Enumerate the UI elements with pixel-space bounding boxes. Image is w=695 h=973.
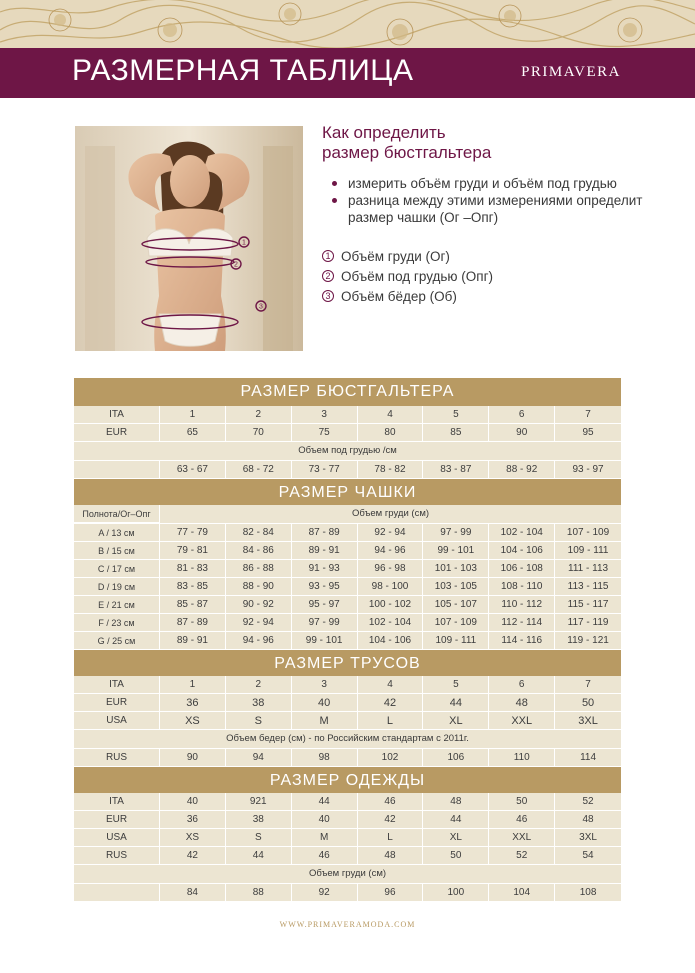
table-cell: 3 (292, 676, 358, 694)
table-cell: 40 (292, 811, 358, 829)
table-row (74, 424, 621, 442)
table-cell: 42 (160, 847, 226, 865)
table-cell: 75 (292, 424, 358, 442)
table-cell: 102 (358, 749, 424, 767)
row-label: B / 15 см (74, 542, 160, 560)
lace-pattern-banner (0, 0, 695, 48)
table-row (74, 461, 621, 479)
table-row (74, 847, 621, 865)
table-cell: 107 - 109 (555, 524, 621, 542)
table-cell: 44 (292, 793, 358, 811)
table-cell: 93 - 97 (555, 461, 621, 479)
table-cell: 99 - 101 (423, 542, 489, 560)
legend-item (322, 246, 662, 266)
table-cell: XS (160, 829, 226, 847)
bullet-text: измерить объём груди и объём под грудью (348, 176, 617, 191)
table-row (74, 829, 621, 847)
table-cell: 6 (489, 406, 555, 424)
table-note-row (74, 730, 621, 749)
table-note-row (74, 442, 621, 461)
table-cell: 95 (555, 424, 621, 442)
number-circle-icon: 3 (322, 290, 334, 302)
table-cell: 93 - 95 (292, 578, 358, 596)
table-row (74, 811, 621, 829)
section-header-briefs-size: РАЗМЕР ТРУСОВ (74, 650, 621, 676)
table-cell: 36 (160, 694, 226, 712)
table-cell: 92 - 94 (226, 614, 292, 632)
table-cell: 90 (160, 749, 226, 767)
row-label: D / 19 см (74, 578, 160, 596)
table-cell: 50 (555, 694, 621, 712)
table-cell: 115 - 117 (555, 596, 621, 614)
table-row (74, 793, 621, 811)
table-cell: 48 (555, 811, 621, 829)
table-cell: 90 - 92 (226, 596, 292, 614)
section-header-cup-size: РАЗМЕР ЧАШКИ (74, 479, 621, 505)
table-cell: 110 - 112 (489, 596, 555, 614)
table-cell: 48 (358, 847, 424, 865)
table-cell: 80 (358, 424, 424, 442)
row-label: ITA (74, 793, 160, 811)
table-cell: 100 (423, 884, 489, 902)
table-cell: 4 (358, 406, 424, 424)
table-cell: 95 - 97 (292, 596, 358, 614)
table-cell: 94 (226, 749, 292, 767)
table-row (74, 542, 621, 560)
table-cell: 3XL (555, 829, 621, 847)
table-cell: S (226, 829, 292, 847)
row-label: USA (74, 712, 160, 730)
table-cell: 97 - 99 (423, 524, 489, 542)
table-cell: 46 (292, 847, 358, 865)
table-cell: 101 - 103 (423, 560, 489, 578)
svg-text:1: 1 (242, 239, 246, 247)
table-cell: 99 - 101 (292, 632, 358, 650)
table-row (74, 578, 621, 596)
row-label: USA (74, 829, 160, 847)
table-cell: 119 - 121 (555, 632, 621, 650)
row-label: EUR (74, 424, 160, 442)
table-cell: XXL (489, 829, 555, 847)
number-circle-icon: 2 (322, 270, 334, 282)
table-cell: 70 (226, 424, 292, 442)
table-cell: 48 (423, 793, 489, 811)
table-cell: 79 - 81 (160, 542, 226, 560)
table-cell: 3 (292, 406, 358, 424)
table-cell: 89 - 91 (292, 542, 358, 560)
table-cell: 38 (226, 811, 292, 829)
table-cell: 6 (489, 676, 555, 694)
table-cell: 87 - 89 (292, 524, 358, 542)
table-cell: 40 (292, 694, 358, 712)
page-title: РАЗМЕРНАЯ ТАБЛИЦА (72, 54, 414, 87)
table-cell: 2 (226, 406, 292, 424)
table-row (74, 884, 621, 902)
table-cell: 5 (423, 676, 489, 694)
table-cell: 98 - 100 (358, 578, 424, 596)
table-cell: XXL (489, 712, 555, 730)
table-cell: 94 - 96 (226, 632, 292, 650)
svg-text:3: 3 (259, 303, 263, 311)
table-cell: 52 (555, 793, 621, 811)
table-cell: 3XL (555, 712, 621, 730)
legend-item (322, 266, 662, 286)
table-cell: 46 (489, 811, 555, 829)
table-cell: 7 (555, 406, 621, 424)
table-cell: 2 (226, 676, 292, 694)
table-cell: 88 - 92 (489, 461, 555, 479)
table-cell: XL (423, 712, 489, 730)
table-note: Объем под грудью /см (74, 442, 621, 461)
table-cell: L (358, 712, 424, 730)
table-cell: 103 - 105 (423, 578, 489, 596)
row-label: RUS (74, 847, 160, 865)
table-row (74, 749, 621, 767)
table-cell: 82 - 84 (226, 524, 292, 542)
row-label (74, 884, 160, 902)
section-header-bra-size: РАЗМЕР БЮСТГАЛЬТЕРА (74, 378, 621, 406)
table-cell: 921 (226, 793, 292, 811)
model-photo (75, 126, 303, 351)
table-cell: 102 - 104 (489, 524, 555, 542)
table-cell: 83 - 85 (160, 578, 226, 596)
table-cell: 40 (160, 793, 226, 811)
row-label: G / 25 см (74, 632, 160, 650)
table-cell: 44 (423, 811, 489, 829)
table-cell: 50 (423, 847, 489, 865)
table-cell: 78 - 82 (358, 461, 424, 479)
list-item (322, 175, 662, 192)
table-cell: 100 - 102 (358, 596, 424, 614)
row-label: EUR (74, 694, 160, 712)
table-cell: 48 (489, 694, 555, 712)
table-cell: 1 (160, 406, 226, 424)
table-row (74, 676, 621, 694)
table-cell: 108 (555, 884, 621, 902)
row-label (74, 461, 160, 479)
table-cell: 114 - 116 (489, 632, 555, 650)
table-row (74, 614, 621, 632)
bullet-icon (332, 181, 337, 186)
table-cell: 92 - 94 (358, 524, 424, 542)
table-cell: 5 (423, 406, 489, 424)
table-cell: 4 (358, 676, 424, 694)
table-cell: 111 - 113 (555, 560, 621, 578)
table-cell: 92 (292, 884, 358, 902)
table-cell: 114 (555, 749, 621, 767)
table-cell: 44 (423, 694, 489, 712)
table-cell: 87 - 89 (160, 614, 226, 632)
table-cell: 68 - 72 (226, 461, 292, 479)
table-cell: M (292, 712, 358, 730)
table-cell: 104 - 106 (489, 542, 555, 560)
table-cell: 97 - 99 (292, 614, 358, 632)
table-cell: 7 (555, 676, 621, 694)
table-cell: 85 - 87 (160, 596, 226, 614)
table-row (74, 406, 621, 424)
table-cell: 96 (358, 884, 424, 902)
table-cell: 107 - 109 (423, 614, 489, 632)
legend-label: Объём груди (Ог) (341, 248, 450, 264)
table-note: Объем груди (см) (160, 505, 621, 524)
table-cell: 96 - 98 (358, 560, 424, 578)
legend-label: Объём под грудью (Опг) (341, 268, 494, 284)
table-cell: 88 (226, 884, 292, 902)
instructions-list (322, 175, 662, 226)
table-cell: XL (423, 829, 489, 847)
table-cell: 63 - 67 (160, 461, 226, 479)
table-cell: 110 (489, 749, 555, 767)
table-cell: 109 - 111 (555, 542, 621, 560)
section-header-clothes-size: РАЗМЕР ОДЕЖДЫ (74, 767, 621, 793)
table-cell: 106 - 108 (489, 560, 555, 578)
row-label: RUS (74, 749, 160, 767)
table-cell: M (292, 829, 358, 847)
table-cell: 73 - 77 (292, 461, 358, 479)
row-label: F / 23 см (74, 614, 160, 632)
list-item (322, 192, 662, 226)
table-cell: 38 (226, 694, 292, 712)
table-cell: S (226, 712, 292, 730)
row-label: ITA (74, 676, 160, 694)
table-row (74, 596, 621, 614)
table-row (74, 694, 621, 712)
table-cell: 104 (489, 884, 555, 902)
table-cell: 84 - 86 (226, 542, 292, 560)
table-cell: 98 (292, 749, 358, 767)
table-cell: 102 - 104 (358, 614, 424, 632)
table-cell: 81 - 83 (160, 560, 226, 578)
table-cell: 50 (489, 793, 555, 811)
table-cell: 42 (358, 694, 424, 712)
table-cell: 91 - 93 (292, 560, 358, 578)
legend-item (322, 286, 662, 306)
table-cell: 85 (423, 424, 489, 442)
table-note-row (74, 505, 621, 524)
table-cell: 108 - 110 (489, 578, 555, 596)
svg-text:2: 2 (234, 261, 238, 269)
title-bar (0, 48, 695, 98)
legend-label: Объём бёдер (Об) (341, 288, 457, 304)
table-cell: 113 - 115 (555, 578, 621, 596)
table-cell: 90 (489, 424, 555, 442)
measurement-instructions (322, 123, 662, 306)
table-cell: 86 - 88 (226, 560, 292, 578)
table-cell: 1 (160, 676, 226, 694)
table-cell: 46 (358, 793, 424, 811)
brand-logo: PRIMAVERA (521, 64, 621, 80)
table-cell: 88 - 90 (226, 578, 292, 596)
instructions-heading-line2: размер бюстгальтера (322, 143, 492, 162)
table-cell: 109 - 111 (423, 632, 489, 650)
table-cell: 65 (160, 424, 226, 442)
table-cell: 54 (555, 847, 621, 865)
bullet-text: разница между этими измерениями определит размер чашки (Ог –Опг) (348, 193, 643, 225)
instructions-heading-line1: Как определить (322, 123, 446, 142)
table-cell: 105 - 107 (423, 596, 489, 614)
row-label: E / 21 см (74, 596, 160, 614)
table-cell: 94 - 96 (358, 542, 424, 560)
row-label: C / 17 см (74, 560, 160, 578)
row-label: EUR (74, 811, 160, 829)
row-label: Полнота/Ог–Опг (74, 505, 160, 523)
measurement-legend (322, 246, 662, 306)
table-row (74, 560, 621, 578)
bullet-icon (332, 198, 337, 203)
table-cell: 106 (423, 749, 489, 767)
table-cell: 84 (160, 884, 226, 902)
table-cell: XS (160, 712, 226, 730)
table-cell: 52 (489, 847, 555, 865)
table-cell: 112 - 114 (489, 614, 555, 632)
table-row (74, 632, 621, 650)
table-note: Объем бедер (см) - по Российским стандартам с 2011г. (74, 730, 621, 749)
table-cell: 117 - 119 (555, 614, 621, 632)
table-cell: 42 (358, 811, 424, 829)
table-cell: 77 - 79 (160, 524, 226, 542)
row-label: A / 13 см (74, 524, 160, 542)
table-cell: 44 (226, 847, 292, 865)
number-circle-icon: 1 (322, 250, 334, 262)
table-cell: 36 (160, 811, 226, 829)
table-cell: 89 - 91 (160, 632, 226, 650)
table-cell: L (358, 829, 424, 847)
table-row (74, 712, 621, 730)
table-row (74, 524, 621, 542)
website-url: WWW.PRIMAVERAMODA.COM (279, 920, 416, 929)
row-label: ITA (74, 406, 160, 424)
table-cell: 83 - 87 (423, 461, 489, 479)
table-cell: 104 - 106 (358, 632, 424, 650)
size-table (74, 378, 621, 902)
table-note: Объем груди (см) (74, 865, 621, 884)
table-note-row (74, 865, 621, 884)
